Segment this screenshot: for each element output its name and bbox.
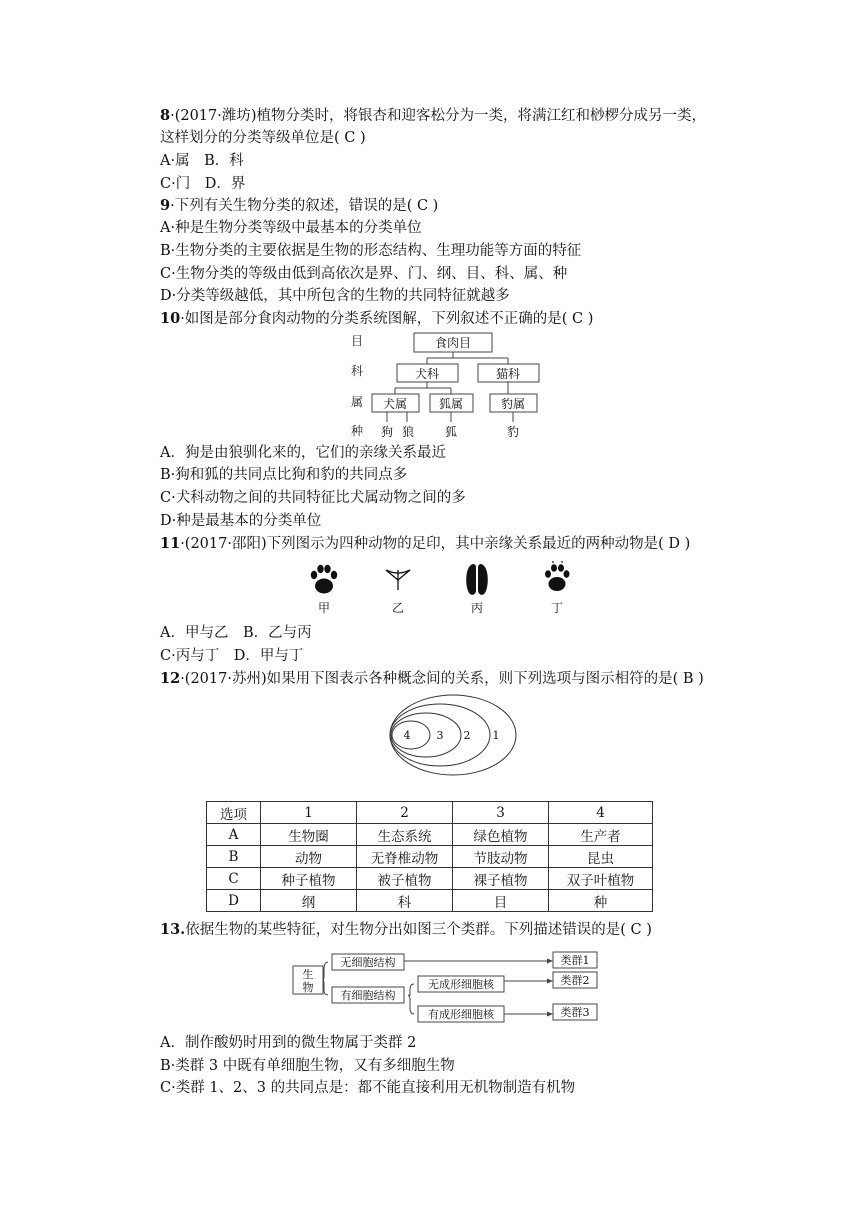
table-row bbox=[207, 868, 653, 890]
table-cell: 动物 bbox=[261, 846, 357, 868]
table-row bbox=[207, 846, 653, 868]
q9-option-d: D·分类等级越低，其中所包含的生物的共同特征就越多 bbox=[160, 288, 510, 304]
q9-option-c: C·生物分类的等级由低到高依次是界、门、纲、目、科、属、种 bbox=[160, 266, 568, 282]
table-cell: 目 bbox=[453, 890, 549, 912]
group2-label: 类群2 bbox=[560, 974, 590, 987]
q10-number: 10 bbox=[160, 310, 181, 327]
q10-option-a: A．狗是由狼驯化来的，它们的亲缘关系最近 bbox=[160, 445, 446, 461]
q11-stem: 11·(2017·邵阳)下列图示为四种动物的足印，其中亲缘关系最近的两种动物是( D ) bbox=[160, 535, 691, 552]
table-cell: 绿色植物 bbox=[453, 824, 549, 846]
table-cell: B bbox=[207, 846, 261, 868]
table-cell: 生态系统 bbox=[357, 824, 453, 846]
species-label-fox: 狐 bbox=[444, 425, 458, 439]
q13-stem: 13.依据生物的某些特征，对生物分出如图三个类群。下列描述错误的是( C ) bbox=[160, 921, 652, 938]
table-cell: 无脊椎动物 bbox=[357, 846, 453, 868]
table-cell: A bbox=[207, 824, 261, 846]
q13-option-b: B·类群 3 中既有单细胞生物，又有多细胞生物 bbox=[160, 1058, 455, 1074]
table-header-cell: 2 bbox=[357, 802, 453, 824]
q10-option-b: B·狗和狐的共同点比狗和豹的共同点多 bbox=[160, 467, 408, 483]
genus-label-fox: 狐属 bbox=[438, 397, 464, 411]
circle-label-4: 4 bbox=[403, 729, 411, 742]
family-label-feline: 猫科 bbox=[495, 367, 521, 381]
q9-option-a: A·种是生物分类等级中最基本的分类单位 bbox=[160, 220, 422, 236]
table-cell: D bbox=[207, 890, 261, 912]
family-label-canine: 犬科 bbox=[414, 367, 440, 381]
group3-label: 类群3 bbox=[560, 1006, 590, 1019]
q9-number: 9 bbox=[160, 197, 171, 214]
circle-3 bbox=[391, 713, 461, 757]
table-cell: 生物圈 bbox=[261, 824, 357, 846]
table-header-cell: 3 bbox=[453, 802, 549, 824]
q8-option-ab: A·属 B．科 bbox=[160, 153, 244, 169]
level-label-species: 种 bbox=[351, 424, 364, 438]
footprints-figure bbox=[300, 560, 590, 616]
circle-label-3: 3 bbox=[436, 729, 444, 742]
level-label-family: 科 bbox=[351, 364, 364, 378]
genus-label-leopard: 豹属 bbox=[500, 397, 526, 411]
table-header-cell: 1 bbox=[261, 802, 357, 824]
table-header-row bbox=[207, 802, 653, 824]
hoof-print-icon bbox=[466, 564, 488, 595]
table-cell: 生产者 bbox=[549, 824, 653, 846]
q12-options-table bbox=[206, 801, 653, 912]
table-cell: 科 bbox=[357, 890, 453, 912]
table-cell: 裸子植物 bbox=[453, 868, 549, 890]
q10-option-c: C·犬科动物之间的共同特征比犬属动物之间的多 bbox=[160, 490, 466, 506]
table-cell: 昆虫 bbox=[549, 846, 653, 868]
q13-option-c: C·类群 1、2、3 的共同点是：都不能直接利用无机物制造有机物 bbox=[160, 1080, 576, 1096]
species-label-dog: 狗 bbox=[380, 425, 394, 439]
q11-option-cd: C·丙与丁 D．甲与丁 bbox=[160, 648, 304, 664]
cat-paw-print-icon bbox=[545, 561, 570, 591]
footprint-label-ding: 丁 bbox=[550, 601, 564, 615]
arrow-heads bbox=[547, 959, 553, 1017]
table-cell: 种 bbox=[549, 890, 653, 912]
no-nucleus-label: 无成形细胞核 bbox=[428, 978, 494, 991]
table-header-cell: 选项 bbox=[207, 802, 261, 824]
root-label: 生物 bbox=[302, 968, 314, 994]
table-row bbox=[207, 824, 653, 846]
q10-option-d: D·种是最基本的分类单位 bbox=[160, 513, 322, 529]
footprint-label-yi: 乙 bbox=[391, 601, 405, 615]
nested-circles-diagram bbox=[388, 693, 518, 777]
organism-grouping-diagram bbox=[290, 950, 600, 1028]
table-cell: 种子植物 bbox=[261, 868, 357, 890]
q10-stem: 10·如图是部分食肉动物的分类系统图解，下列叙述不正确的是( C ) bbox=[160, 310, 594, 327]
level-label-genus: 属 bbox=[351, 395, 364, 409]
species-label-wolf: 狼 bbox=[401, 425, 415, 439]
q8-number: 8 bbox=[160, 107, 171, 124]
table-row bbox=[207, 890, 653, 912]
circle-label-1: 1 bbox=[492, 729, 500, 742]
order-label: 食肉目 bbox=[434, 336, 472, 350]
q9-option-b: B·生物分类的主要依据是生物的形态结构、生理功能等方面的特征 bbox=[160, 243, 582, 259]
table-cell: 双子叶植物 bbox=[549, 868, 653, 890]
table-cell: 节肢动物 bbox=[453, 846, 549, 868]
table-cell: C bbox=[207, 868, 261, 890]
level-label-order: 目 bbox=[351, 334, 364, 348]
q13-option-a: A．制作酸奶时用到的微生物属于类群 2 bbox=[160, 1035, 417, 1051]
q8-stem-line1: 8·(2017·潍坊)植物分类时，将银杏和迎客松分为一类，将满江红和桫椤分成另一类， bbox=[160, 107, 707, 124]
q9-stem: 9·下列有关生物分类的叙述，错误的是( C ) bbox=[160, 197, 439, 214]
classification-tree-diagram bbox=[345, 330, 545, 442]
no-cell-label: 无细胞结构 bbox=[340, 956, 396, 969]
q11-number: 11 bbox=[160, 535, 181, 552]
q8-option-cd: C·门 D．界 bbox=[160, 176, 246, 192]
table-cell: 纲 bbox=[261, 890, 357, 912]
circle-label-2: 2 bbox=[463, 729, 471, 742]
q11-option-ab: A．甲与乙 B．乙与丙 bbox=[160, 625, 312, 641]
has-nucleus-label: 有成形细胞核 bbox=[428, 1008, 494, 1021]
species-label-leopard: 豹 bbox=[506, 425, 520, 439]
group1-label: 类群1 bbox=[560, 954, 590, 967]
q13-number: 13. bbox=[160, 921, 186, 938]
has-cell-label: 有细胞结构 bbox=[340, 989, 396, 1002]
footprint-label-jia: 甲 bbox=[317, 601, 331, 615]
q8-stem-line2: 这样划分的分类等级单位是( C ) bbox=[160, 130, 366, 146]
paw-print-icon bbox=[311, 565, 337, 594]
webbed-foot-icon bbox=[386, 570, 410, 590]
genus-label-canis: 犬属 bbox=[382, 397, 408, 411]
table-header-cell: 4 bbox=[549, 802, 653, 824]
q12-stem: 12·(2017·苏州)如果用下图表示各种概念间的关系，则下列选项与图示相符的是( B ) bbox=[160, 670, 704, 687]
table-cell: 被子植物 bbox=[357, 868, 453, 890]
q12-number: 12 bbox=[160, 670, 181, 687]
circle-4 bbox=[392, 721, 430, 749]
footprint-label-bing: 丙 bbox=[470, 601, 484, 615]
